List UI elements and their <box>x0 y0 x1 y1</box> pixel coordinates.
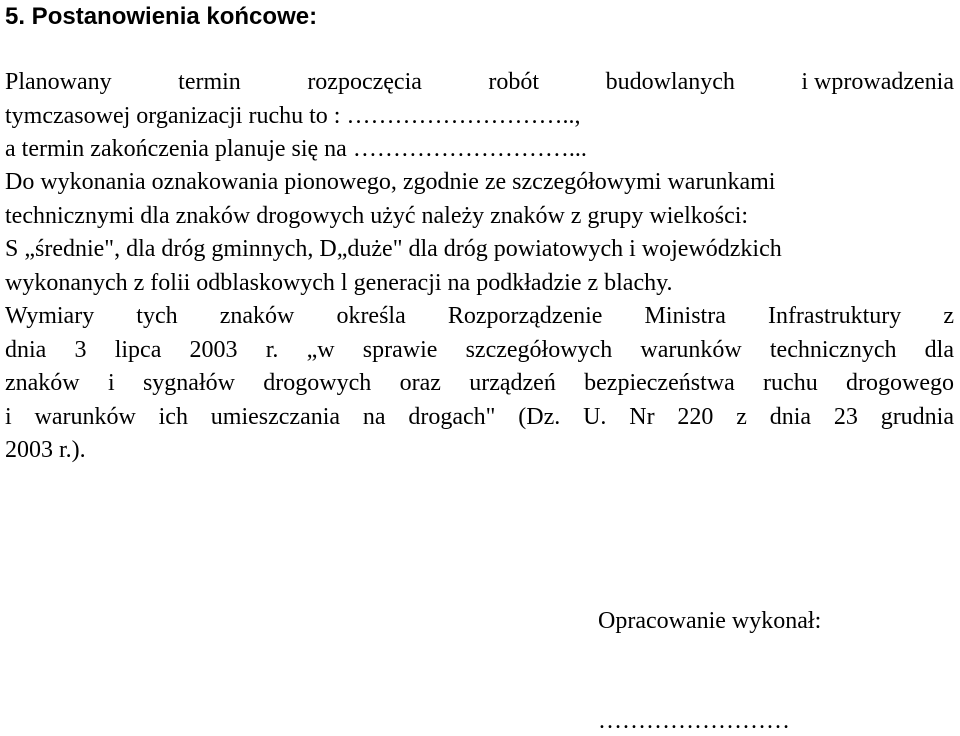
schedule-line-1 <box>5 66 954 100</box>
schedule-word: termin <box>178 69 241 95</box>
signage-line-7: znaków i sygnałów drogowych oraz urządzeń bezpieczeństwa ruchu drogowego <box>5 370 954 396</box>
schedule-line-2: tymczasowej organizacji ruchu to : ……………………….., <box>5 102 581 129</box>
signature-line: …………………… <box>598 708 790 734</box>
schedule-word: Planowany <box>5 69 112 95</box>
signage-line-9: 2003 r.). <box>5 437 86 463</box>
signage-line-1: Do wykonania oznakowania pionowego, zgodnie ze szczegółowymi warunkami <box>5 169 776 195</box>
signage-paragraph <box>5 166 954 468</box>
schedule-word: robót <box>488 69 540 95</box>
schedule-word: rozpoczęcia <box>307 69 422 95</box>
schedule-word: budowlanych <box>605 69 735 95</box>
signage-line-3: S „średnie", dla dróg gminnych, D„duże" dla dróg powiatowych i wojewódzkich <box>5 236 782 262</box>
schedule-line-3: a termin zakończenia planuje się na ………………………... <box>5 136 587 162</box>
signage-line-6: dnia 3 lipca 2003 r. „w sprawie szczegółowych warunków technicznych dla <box>5 336 954 363</box>
schedule-word: i wprowadzenia <box>801 69 954 95</box>
section-heading: 5. Postanowienia końcowe: <box>5 3 318 30</box>
signage-line-2: technicznymi dla znaków drogowych użyć należy znaków z grupy wielkości: <box>5 202 749 229</box>
signature-label: Opracowanie wykonał: <box>598 608 822 634</box>
schedule-paragraph <box>5 66 954 167</box>
signage-line-5: Wymiary tych znaków określa Rozporządzenie Ministra Infrastruktury z <box>5 303 954 329</box>
signage-line-4: wykonanych z folii odblaskowych l generacji na podkładzie z blachy. <box>5 269 673 296</box>
signage-line-8: i warunków ich umieszczania na drogach" (Dz. U. Nr 220 z dnia 23 grudnia <box>5 403 954 430</box>
